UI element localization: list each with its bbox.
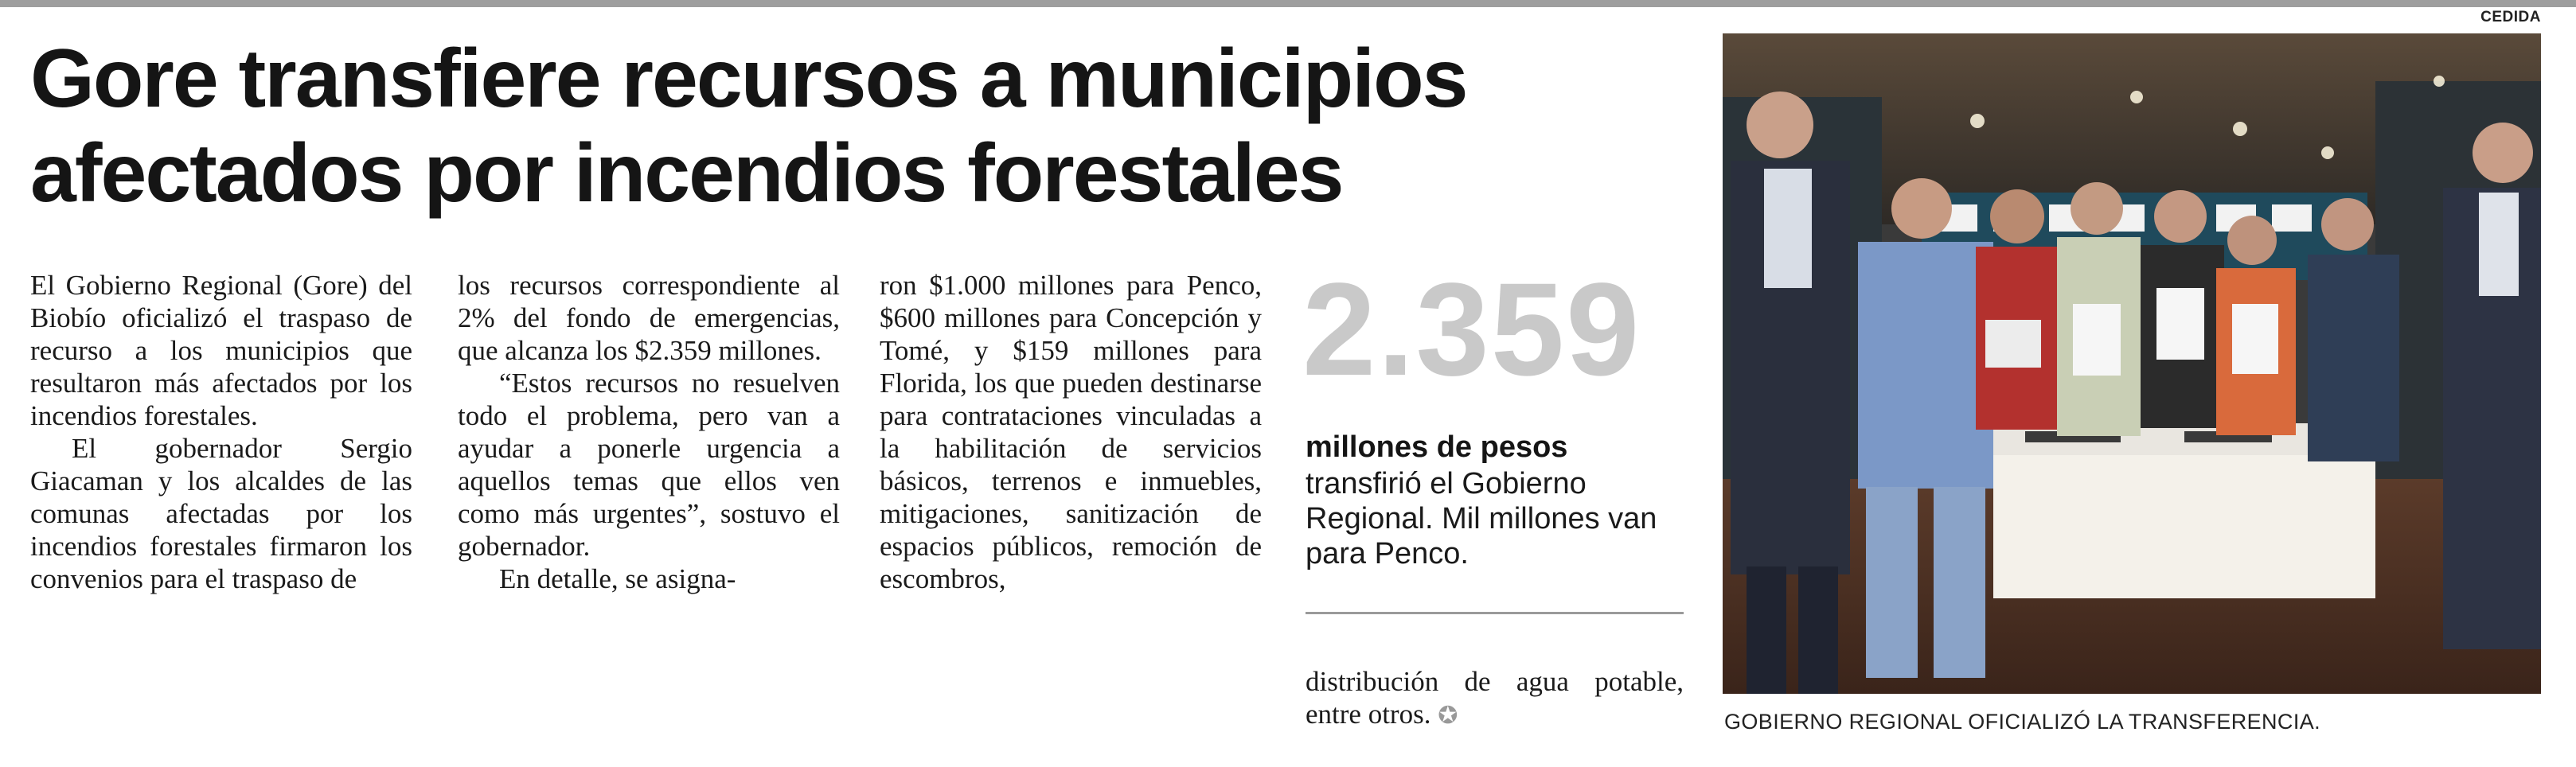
paragraph: “Estos recursos no resuelven todo el problema, pero van a ayudar a ponerle urgencia a aquellos temas que ellos ven como más urgentes”, sostuvo el gobernador. [458, 368, 840, 562]
article-column-4 [1306, 665, 1684, 732]
photo-caption: GOBIERNO REGIONAL OFICIALIZÓ LA TRANSFERENCIA. [1724, 710, 2321, 734]
highlight-number: 2.359 [1302, 256, 1641, 403]
highlight-divider [1306, 612, 1684, 614]
article-column-3 [880, 269, 1262, 595]
headline: Gore transfiere recursos a municipios afectados por incendios forestales [30, 33, 1467, 220]
news-photo [1723, 33, 2541, 694]
paragraph: El gobernador Sergio Giacaman y los alcaldes de las comunas afectadas por los incendios forestales firmaron los convenios para el traspaso de [30, 433, 412, 594]
article-column-1 [30, 269, 412, 595]
paragraph: En detalle, se asigna- [499, 563, 736, 594]
highlight-description: transfirió el Gobierno Regional. Mil millones van para Penco. [1306, 467, 1657, 570]
article-column-2 [458, 269, 840, 595]
end-of-article-icon: ✪ [1438, 703, 1458, 729]
photo-illustration [1723, 33, 2541, 694]
paragraph: distribución de agua potable, entre otros. [1306, 666, 1684, 730]
highlight-label: millones de pesos [1306, 430, 1568, 464]
photo-credit: CEDIDA [2480, 9, 2541, 25]
paragraph: ron $1.000 millones para Penco, $600 millones para Concepción y Tomé, y $159 millones para Florida, los que pueden destinarse para contrataciones vinculadas a la habilitación de servicios básicos, terrenos e inmuebles, mitigaciones, sanitización de espacios públicos, remoción de escombros, [880, 270, 1262, 594]
top-rule [0, 0, 2576, 7]
paragraph: El Gobierno Regional (Gore) del Biobío oficializó el traspaso de recurso a los municipios que resultaron más afectados por los incendios forestales. [30, 270, 412, 431]
paragraph: los recursos correspondiente al 2% del fondo de emergencias, que alcanza los $2.359 millones. [458, 270, 840, 366]
